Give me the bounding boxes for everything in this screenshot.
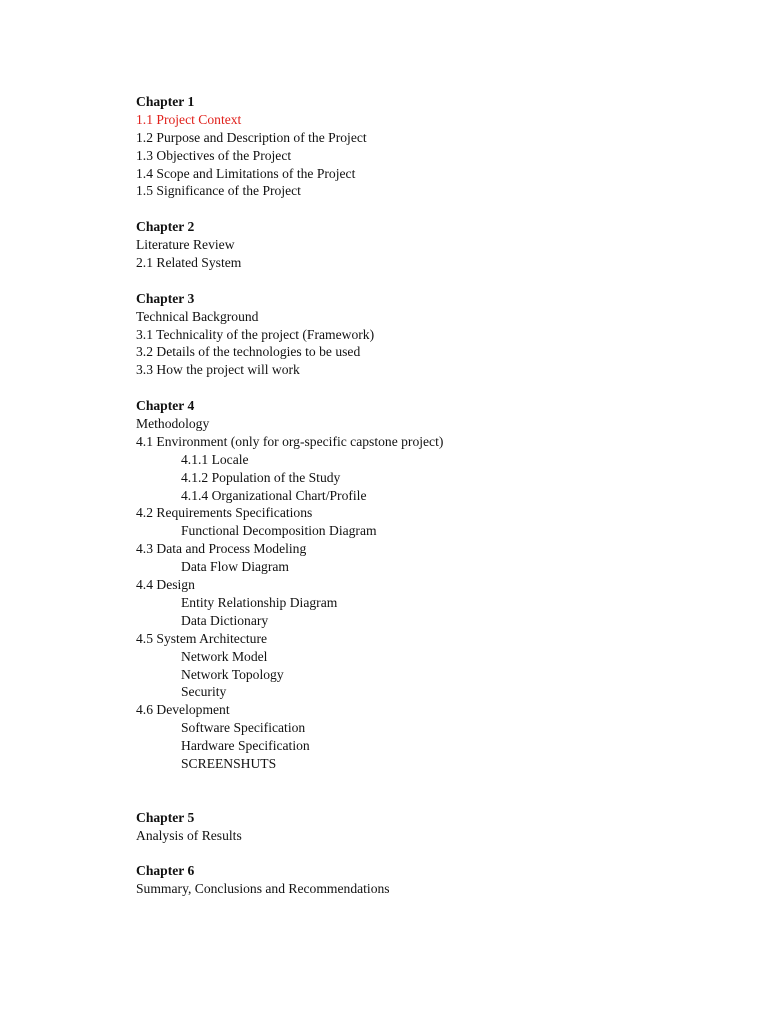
- toc-subitem: Network Model: [181, 648, 268, 664]
- toc-item: 4.4 Design: [136, 577, 195, 593]
- toc-item: Summary, Conclusions and Recommendations: [136, 881, 390, 897]
- chapter-heading: Chapter 5: [136, 809, 195, 825]
- spacer: [136, 200, 736, 218]
- chapter-heading: Chapter 3: [136, 290, 195, 306]
- chapter-heading: Chapter 2: [136, 219, 195, 235]
- chapter-1-section: [136, 93, 736, 200]
- toc-subitem: 4.1.1 Locale: [181, 451, 249, 467]
- toc-subitem: SCREENSHUTS: [181, 755, 277, 771]
- toc-item: 4.6 Development: [136, 702, 230, 718]
- chapter-6-section: [136, 862, 736, 898]
- chapter-4-section: [136, 397, 736, 773]
- toc-item: 3.2 Details of the technologies to be used: [136, 344, 361, 360]
- toc-subitem: Data Flow Diagram: [181, 559, 289, 575]
- spacer: [136, 379, 736, 397]
- toc-subitem: Hardware Specification: [181, 738, 310, 754]
- toc-item: 1.3 Objectives of the Project: [136, 147, 292, 163]
- chapter-2-section: [136, 218, 736, 272]
- toc-item-highlighted: 1.1 Project Context: [136, 111, 242, 127]
- toc-item: 1.5 Significance of the Project: [136, 183, 301, 199]
- toc-subitem: Software Specification: [181, 720, 306, 736]
- toc-item: 4.5 System Architecture: [136, 630, 267, 646]
- toc-subitem: Functional Decomposition Diagram: [181, 523, 377, 539]
- spacer: [136, 272, 736, 290]
- toc-item: Literature Review: [136, 237, 235, 253]
- toc-item: Methodology: [136, 416, 210, 432]
- toc-subitem: Data Dictionary: [181, 612, 269, 628]
- toc-item: 3.3 How the project will work: [136, 362, 300, 378]
- chapter-heading: Chapter 6: [136, 863, 195, 879]
- toc-item: 4.1 Environment (only for org-specific capstone project): [136, 433, 444, 449]
- toc-item: 1.4 Scope and Limitations of the Project: [136, 165, 356, 181]
- toc-item: 4.3 Data and Process Modeling: [136, 541, 307, 557]
- chapter-heading: Chapter 4: [136, 398, 195, 414]
- toc-item: 2.1 Related System: [136, 255, 242, 271]
- chapter-5-section: [136, 809, 736, 845]
- toc-item: Technical Background: [136, 308, 259, 324]
- toc-item: 1.2 Purpose and Description of the Project: [136, 129, 367, 145]
- toc-subitem: Entity Relationship Diagram: [181, 594, 338, 610]
- toc-subitem: 4.1.4 Organizational Chart/Profile: [181, 487, 367, 503]
- toc-item: Analysis of Results: [136, 827, 242, 843]
- spacer: [136, 773, 736, 809]
- chapter-heading: Chapter 1: [136, 94, 195, 109]
- toc-subitem: Security: [181, 684, 227, 700]
- chapter-3-section: [136, 290, 736, 379]
- spacer: [136, 844, 736, 862]
- toc-item: 4.2 Requirements Specifications: [136, 505, 313, 521]
- toc-item: 3.1 Technicality of the project (Framework): [136, 326, 375, 342]
- toc-subitem: 4.1.2 Population of the Study: [181, 469, 341, 485]
- table-of-contents: [136, 93, 736, 898]
- toc-subitem: Network Topology: [181, 666, 284, 682]
